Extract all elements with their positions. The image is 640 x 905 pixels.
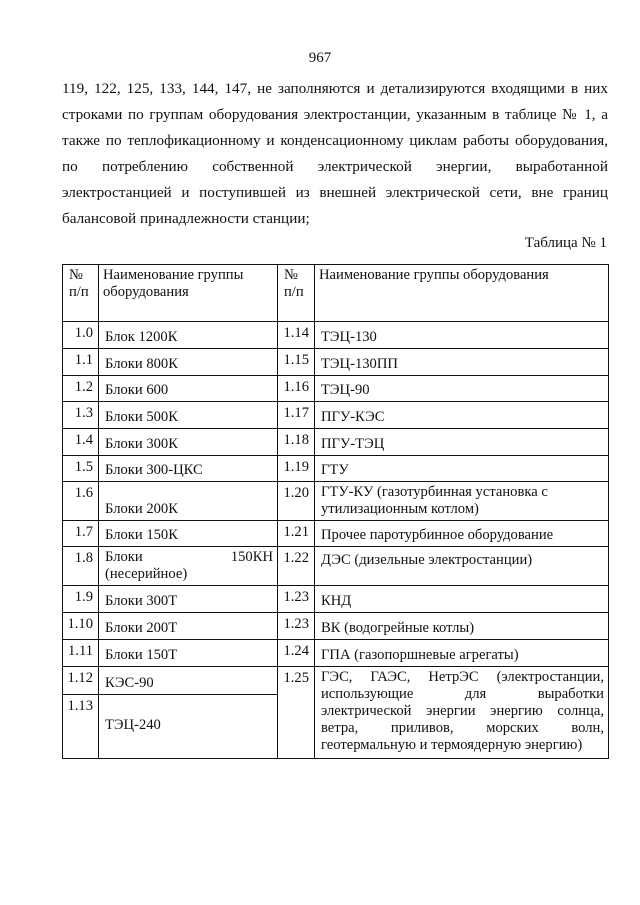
row-name: Блоки 200К <box>99 482 278 521</box>
row-name-line: ГЭС, ГАЭС, НетрЭС (электростанции, <box>321 669 604 685</box>
row-name: КЭС-90 <box>99 667 278 695</box>
row-num: 1.23 <box>278 613 315 640</box>
row-num: 1.9 <box>63 586 99 613</box>
row-num: 1.23 <box>278 586 315 613</box>
row-num: 1.11 <box>63 640 99 667</box>
table-header-row <box>63 265 609 322</box>
row-num: 1.0 <box>63 322 99 349</box>
paragraph-line: строками по группам оборудования электростанции, указанным в таблице № 1, а <box>62 106 608 123</box>
row-name: Блоки 300-ЦКС <box>99 456 278 482</box>
row-num: 1.17 <box>278 402 315 429</box>
row-num: 1.22 <box>278 547 315 586</box>
row-num: 1.2 <box>63 376 99 402</box>
row-name: Блок 1200К <box>99 322 278 349</box>
row-num: 1.15 <box>278 349 315 376</box>
row-name: Блоки 300Т <box>99 586 278 613</box>
row-name: Блоки 150К <box>99 521 278 547</box>
table-row <box>63 456 609 482</box>
row-name: ДЭС (дизельные электростанции) <box>315 547 609 586</box>
row-name: ВК (водогрейные котлы) <box>315 613 609 640</box>
row-num: 1.13 <box>63 695 99 759</box>
row-num: 1.1 <box>63 349 99 376</box>
table-row <box>63 429 609 456</box>
row-name: Прочее паротурбинное оборудование <box>315 521 609 547</box>
row-name-line: использующие для выработки <box>321 686 604 702</box>
paragraph-line: также по теплофикационному и конденсационному циклам работы оборудования, <box>62 132 608 149</box>
page-number: 967 <box>308 50 332 66</box>
row-name-line: (несерийное) <box>105 566 188 582</box>
row-name: ТЭЦ-240 <box>99 695 278 759</box>
row-name-line: ветра, приливов, морских волн, <box>321 720 604 736</box>
paragraph-line: по потреблению собственной электрической энергии, выработанной <box>62 158 608 175</box>
body-paragraph <box>62 76 608 232</box>
row-num: 1.12 <box>63 667 99 695</box>
row-num: 1.18 <box>278 429 315 456</box>
table-row <box>63 640 609 667</box>
row-name: Блоки 600 <box>99 376 278 402</box>
row-name <box>99 547 278 586</box>
row-num: 1.21 <box>278 521 315 547</box>
row-name: Блоки 150Т <box>99 640 278 667</box>
row-name: Блоки 300К <box>99 429 278 456</box>
row-name: Блоки 800К <box>99 349 278 376</box>
row-name: ГТУ <box>315 456 609 482</box>
row-num: 1.19 <box>278 456 315 482</box>
row-num: 1.7 <box>63 521 99 547</box>
row-name: Блоки 200Т <box>99 613 278 640</box>
paragraph-line: электростанцией и поступившей из внешней электрической сети, вне границ <box>62 184 608 201</box>
row-num: 1.6 <box>63 482 99 521</box>
row-num: 1.20 <box>278 482 315 521</box>
row-num: 1.14 <box>278 322 315 349</box>
row-name: ПГУ-КЭС <box>315 402 609 429</box>
row-num: 1.4 <box>63 429 99 456</box>
row-num: 1.25 <box>278 667 315 759</box>
row-name: Блоки 500К <box>99 402 278 429</box>
equipment-table <box>62 264 609 759</box>
header-name-left: Наименование группы оборудования <box>99 265 278 322</box>
table-row <box>63 482 609 521</box>
row-name: ТЭЦ-130ПП <box>315 349 609 376</box>
row-name: ТЭЦ-130 <box>315 322 609 349</box>
row-name-line: электрической энергии энергию солнца, <box>321 703 604 719</box>
table-row <box>63 349 609 376</box>
table-row <box>63 376 609 402</box>
row-name-multiline <box>315 667 609 759</box>
row-num: 1.16 <box>278 376 315 402</box>
row-name: ГПА (газопоршневые агрегаты) <box>315 640 609 667</box>
row-num: 1.10 <box>63 613 99 640</box>
header-name-right: Наименование группы оборудования <box>315 265 609 322</box>
table-row <box>63 521 609 547</box>
row-name-line: Блоки 150КН <box>105 549 273 565</box>
row-name: ПГУ-ТЭЦ <box>315 429 609 456</box>
header-num-right: № п/п <box>278 265 315 322</box>
row-name: ТЭЦ-90 <box>315 376 609 402</box>
row-num: 1.3 <box>63 402 99 429</box>
row-num: 1.24 <box>278 640 315 667</box>
table-row <box>63 322 609 349</box>
table-row <box>63 547 609 586</box>
table-row <box>63 402 609 429</box>
table-caption: Таблица № 1 <box>524 235 607 251</box>
header-num-left: № п/п <box>63 265 99 322</box>
row-name-line: геотермальную и термоядерную энергию) <box>321 737 583 753</box>
table-row <box>63 613 609 640</box>
table-row <box>63 586 609 613</box>
paragraph-line: балансовой принадлежности станции; <box>62 210 310 227</box>
row-name: КНД <box>315 586 609 613</box>
paragraph-line: 119, 122, 125, 133, 144, 147, не заполняются и детализируются входящими в них <box>62 80 608 97</box>
row-num: 1.5 <box>63 456 99 482</box>
row-num: 1.8 <box>63 547 99 586</box>
row-name: ГТУ-КУ (газотурбинная установка с утилизационным котлом) <box>315 482 609 521</box>
table-row <box>63 667 609 695</box>
